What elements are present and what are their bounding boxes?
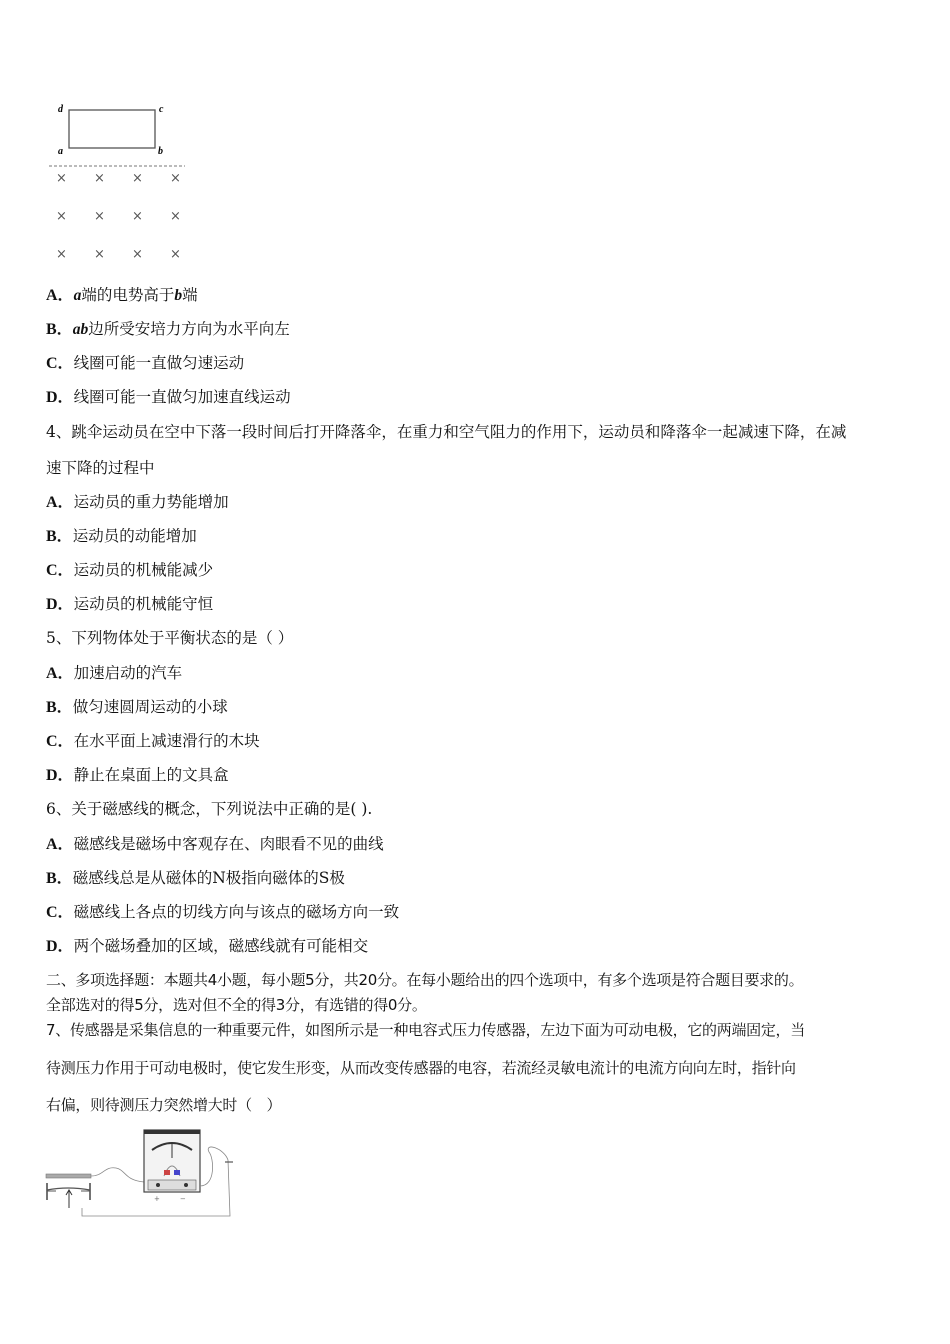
- svg-text:×: ×: [132, 247, 143, 262]
- q4-stem-line1: 4、跳伞运动员在空中下落一段时间后打开降落伞，在重力和空气阻力的作用下，运动员和降落伞一起减速下降，在减: [46, 423, 847, 441]
- svg-text:×: ×: [94, 247, 105, 262]
- section2-line1: 二、多项选择题：本题共4小题，每小题5分，共20分。在每小题给出的四个选项中，有多个选项是符合题目要求的。: [46, 971, 804, 989]
- q6-option-b: B．磁感线总是从磁体的N极指向磁体的S极: [46, 869, 345, 887]
- q5-option-d: D．静止在桌面上的文具盒: [46, 766, 229, 784]
- q4-option-d: D．运动员的机械能守恒: [46, 595, 214, 613]
- q3-option-b: B．ab边所受安培力方向为水平向左: [46, 320, 290, 338]
- movable-electrode: [47, 1188, 90, 1190]
- q6-option-a: A．磁感线是磁场中客观存在、肉眼看不见的曲线: [46, 835, 384, 853]
- galvanometer: [144, 1130, 200, 1192]
- magnetic-field-crosses: [56, 171, 181, 262]
- svg-text:×: ×: [170, 171, 181, 186]
- label-d: d: [58, 104, 63, 115]
- svg-text:×: ×: [56, 247, 67, 262]
- q7-line1: 7、传感器是采集信息的一种重要元件，如图所示是一种电容式压力传感器，左边下面为可动电极，它的两端固定，当: [46, 1021, 805, 1039]
- svg-text:×: ×: [56, 171, 67, 186]
- q4-stem-line2: 速下降的过程中: [46, 459, 155, 477]
- svg-text:×: ×: [170, 209, 181, 224]
- q3-option-d: D．线圈可能一直做匀加速直线运动: [46, 388, 291, 406]
- q4-option-b: B．运动员的动能增加: [46, 527, 197, 545]
- fixed-electrode: [46, 1174, 91, 1178]
- section2-line2: 全部选对的得5分，选对但不全的得3分，有选错的得0分。: [46, 996, 427, 1014]
- coil-field-figure: [45, 98, 195, 268]
- label-b: b: [158, 146, 163, 157]
- svg-text:×: ×: [94, 209, 105, 224]
- svg-text:×: ×: [94, 171, 105, 186]
- q6-stem: 6、关于磁感线的概念，下列说法中正确的是( ).: [46, 800, 373, 818]
- q3-option-c: C．线圈可能一直做匀速运动: [46, 354, 245, 372]
- q6-option-c: C．磁感线上各点的切线方向与该点的磁场方向一致: [46, 903, 400, 921]
- coil-rectangle: [69, 110, 155, 148]
- q5-stem: 5、下列物体处于平衡状态的是（ ）: [46, 629, 294, 647]
- svg-text:×: ×: [170, 247, 181, 262]
- label-a: a: [58, 146, 63, 157]
- q3-option-a: A．a端的电势高于b端: [46, 286, 198, 304]
- q5-option-b: B．做匀速圆周运动的小球: [46, 698, 228, 716]
- wire-top: [91, 1168, 144, 1182]
- q4-option-c: C．运动员的机械能减少: [46, 561, 214, 579]
- q5-option-c: C．在水平面上减速滑行的木块: [46, 732, 260, 750]
- q7-line3: 右偏，则待测压力突然增大时（ ）: [46, 1096, 282, 1114]
- q4-option-a: A．运动员的重力势能增加: [46, 493, 229, 511]
- q7-line2: 待测压力作用于可动电极时，使它发生形变，从而改变传感器的电容，若流经灵敏电流计的电流方向向左时，指针向: [46, 1059, 796, 1077]
- label-c: c: [159, 104, 164, 115]
- terminal-plus: +: [154, 1195, 160, 1203]
- capacitive-sensor-figure: [44, 1128, 244, 1220]
- q5-option-a: A．加速启动的汽车: [46, 664, 183, 682]
- svg-text:×: ×: [132, 209, 143, 224]
- svg-text:×: ×: [132, 171, 143, 186]
- q6-option-d: D．两个磁场叠加的区域，磁感线就有可能相交: [46, 937, 369, 955]
- svg-text:×: ×: [56, 209, 67, 224]
- terminal-minus: −: [180, 1195, 186, 1203]
